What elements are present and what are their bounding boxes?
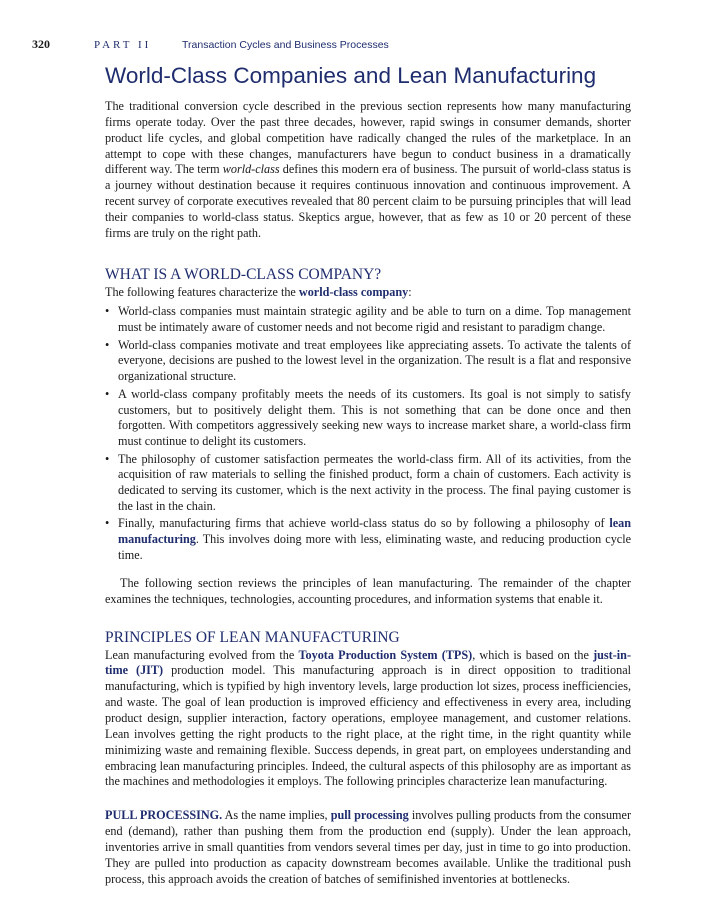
intro-text-2: defines this modern era of business. The pursuit of world-class status is a journey without destination because it requires continuous innovation and continuous improvement. A recent survey of corporate executives revealed that 80 percent claim to be pursuing principles that will lead their companies to world-class status. Skeptics argue, however, that as few as 10 or 20 percent of these firms are truly on the right path. <box>105 162 631 240</box>
list-item <box>105 338 631 386</box>
page-number: 320 <box>32 37 50 51</box>
list-item <box>105 387 631 450</box>
bullet-icon: • <box>105 516 110 531</box>
list-item <box>105 304 631 336</box>
keyword-world-class-company: world-class company <box>298 284 409 299</box>
list-item-text: A world-class company profitably meets the needs of its customers. Its goal is not simply to satisfy customers, but to positively delight them. This is not something that can be done once and then forgotten. With competitors aggressively seeking new ways to increase market share, a world-class firm must continue to delight its customers. <box>118 386 631 449</box>
chapter-section-title: World-Class Companies and Lean Manufacturing <box>105 63 597 88</box>
lean-paragraph <box>105 648 631 791</box>
lean-text-3: production model. This manufacturing approach is in direct opposition to traditional manufacturing, which is typified by high inventory levels, large production lot sizes, process inefficiencies, and waste. The goal of lean production is improved efficiency and effectiveness in every area, including product design, supplier interaction, factory operations, employee management, and customer relations. Lean involves getting the right products to the right place, at the right time, in the right quantity while minimizing waste and remaining flexible. Success depends, in great part, on employees understanding and embracing lean manufacturing principles. Indeed, the cultural aspects of this philosophy are as important as the machines and methodologies it employs. The following principles characterize lean manufacturing. <box>105 663 631 789</box>
feature-list <box>105 304 631 564</box>
bullet-icon: • <box>105 337 110 352</box>
intro-paragraph <box>105 99 631 242</box>
bullet-icon: • <box>105 304 110 319</box>
part-label: PART II <box>94 39 152 51</box>
list-item-text: The philosophy of customer satisfaction permeates the world-class firm. All of its activities, from the acquisition of raw materials to selling the finished product, form a chain of customers. Each activity is dedicated to serving its customer, which is the next activity in the process. The final paying customer is the last in the chain. <box>118 451 631 514</box>
list-item-text-end: . This involves doing more with less, eliminating waste, and reducing production cycle time. <box>118 532 631 563</box>
list-item <box>105 516 631 564</box>
section1-lead <box>105 285 631 301</box>
lead-colon: : <box>408 284 412 299</box>
list-item-text: World-class companies must maintain strategic agility and be able to turn on a dime. Top management must be intimately aware of customer needs and not become rigid and resistant to paradigm change. <box>118 304 631 335</box>
pull-processing-paragraph <box>105 808 631 887</box>
list-item-text: World-class companies motivate and treat employees like appreciating assets. To activate the talents of everyone, decisions are pushed to the lowest level in the organization. The result is a flat and responsive organizational structure. <box>118 337 631 384</box>
part-title: Transaction Cycles and Business Processes <box>182 39 389 51</box>
keyword-pull-processing: pull processing <box>330 808 409 823</box>
keyword-lean-manufacturing: lean manufacturing <box>118 516 631 547</box>
intro-text-1: The traditional conversion cycle described in the previous section represents how many manufacturing firms operate today. Over the past three decades, however, rapid swings in consumer demands, shorter product life cycles, and global competition have radically changed the rules of the marketplace. In an attempt to cope with these changes, manufacturers have begun to conduct business in a dramatically different way. The term <box>105 99 631 177</box>
run-in-heading-pull-processing: PULL PROCESSING. <box>105 808 223 823</box>
pull-text-2: involves pulling products from the consumer end (demand), rather than pushing them from the production end (supply). Under the lean approach, inventories arrive in small quantities from vendors several times per day, just in time to go into production. They are pulled into production as capacity downstream becomes available. Unlike the traditional push process, this approach avoids the creation of batches of semifinished inventories at bottlenecks. <box>105 808 631 886</box>
running-header <box>32 37 389 51</box>
section1-closing: The following section reviews the principles of lean manufacturing. The remainder of the chapter examines the techniques, technologies, accounting procedures, and information systems that enable it. <box>105 575 631 606</box>
list-item <box>105 452 631 515</box>
bullet-icon: • <box>105 451 110 466</box>
pull-text-1: As the name implies, <box>222 808 331 823</box>
section-heading-world-class: WHAT IS A WORLD-CLASS COMPANY? <box>105 265 382 283</box>
intro-term: world-class <box>222 162 280 177</box>
lean-text-2: , which is based on the <box>472 647 594 662</box>
page-content <box>105 62 631 887</box>
keyword-jit: just-in-time (JIT) <box>105 647 631 678</box>
bullet-icon: • <box>105 386 110 401</box>
section-heading-lean: PRINCIPLES OF LEAN MANUFACTURING <box>105 628 400 646</box>
lead-text: The following features characterize the <box>105 284 299 299</box>
keyword-tps: Toyota Production System (TPS) <box>298 647 473 662</box>
lean-text-1: Lean manufacturing evolved from the <box>105 647 299 662</box>
list-item-text: Finally, manufacturing firms that achieve world-class status do so by following a philosophy of <box>118 516 610 531</box>
